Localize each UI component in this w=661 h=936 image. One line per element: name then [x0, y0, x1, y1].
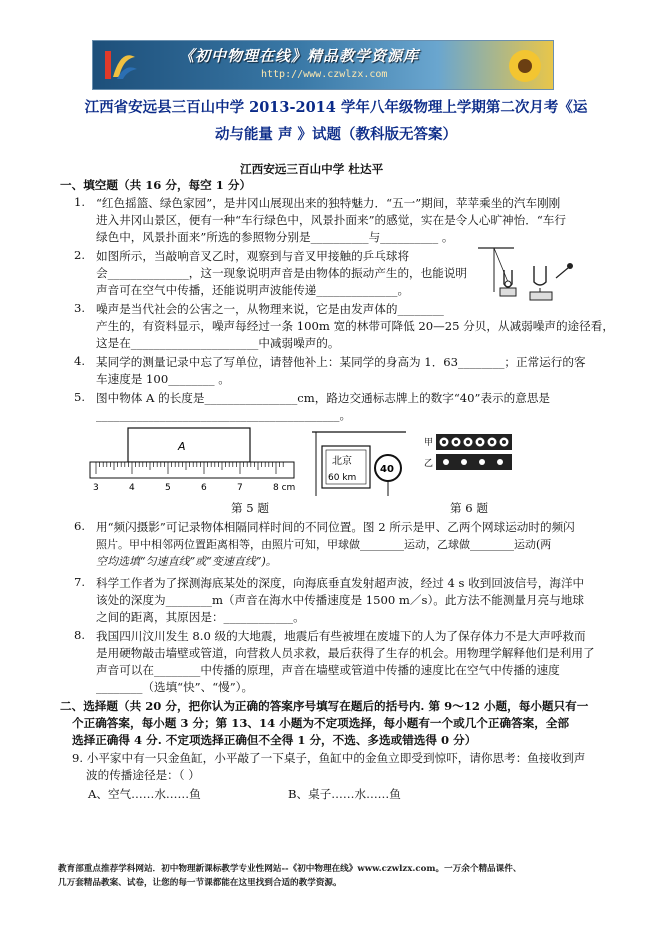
ball-yi [461, 459, 467, 465]
question-number: 3. [74, 301, 86, 315]
q1-line-2: 进入井冈山景区，便有一种“车行绿色中，风景扑面来”的感觉，实在是令人心旷神怡．“车行 [96, 213, 566, 227]
section-1-heading: 一、填空题（共 16 分，每空 1 分） [60, 178, 252, 192]
ruler-label: 5 [165, 483, 171, 493]
ball-yi [479, 459, 485, 465]
tuning-fork-figure [474, 244, 586, 304]
q1-line-3: 绿色中，风景扑面来”所选的参照物分别是__________与__________ 。 [96, 230, 454, 244]
banner-url: http://www.czwlzx.com [261, 69, 388, 80]
question-number: 1. [74, 195, 86, 209]
ball-yi [443, 459, 449, 465]
q9-option-a[interactable]: A、空气……水……鱼 [88, 787, 201, 801]
header-banner [92, 40, 554, 90]
object-a [128, 428, 250, 462]
footer-line-2: 几万套精品教案、试卷，让您的每一节课都能在这里找到合适的教学资源。 [58, 878, 342, 888]
ruler-label: 3 [93, 483, 99, 493]
q9-line-1: 9. 小平家中有一只金鱼缸，小平敲了一下桌子，鱼缸中的金鱼立即受到惊吓，请你思考：鱼接收到声 [72, 751, 586, 765]
document-title [60, 94, 612, 148]
ruler-label: 6 [201, 483, 207, 493]
q9-line-2: 波的传播途径是：（ ） [86, 768, 200, 782]
page-footer [58, 862, 618, 890]
ruler-label: 4 [129, 483, 135, 493]
q2-line-2: 会______________，这一现象说明声音是由物体的振动产生的，也能说明 [96, 266, 468, 280]
label-jia: 甲 [424, 438, 434, 448]
ball-jia-center [490, 440, 494, 444]
q1-line-1: “红色摇篮、绿色家园”，是井冈山展现出来的独特魅力．“五一”期间，苹苹乘坐的汽车刚刚 [96, 196, 561, 210]
q6-line-3: 空均选填“匀速直线”或“变速直线”)。 [96, 555, 277, 568]
q5-line-1: 图中物体 A 的长度是________________cm，路边交通标志牌上的数字“40”表示的意思是 [96, 391, 551, 405]
ball-yi [497, 459, 503, 465]
road-sign-figure [312, 428, 406, 498]
q8-line-2: 是用硬物敲击墙壁或管道，向营救人员求救，最后获得了生存的机会。用物理学解释他们是利用了 [96, 646, 595, 660]
q4-line-1: 某同学的测量记录中忘了写单位，请替他补上：某同学的身高为 1．63________；正常运行的客 [96, 355, 586, 369]
object-a-label: A [178, 440, 186, 453]
q9-option-b[interactable]: B、桌子……水……鱼 [288, 787, 401, 801]
site-logo-icon [103, 47, 139, 83]
q3-line-3: 这是在______________________中减弱噪声的。 [96, 336, 340, 350]
sign-speed-text: 40 [380, 464, 394, 475]
ruler-label: 7 [237, 483, 243, 493]
sunflower-icon [503, 47, 547, 85]
q8-line-3: 声音可以在________中传播的原理，声音在墙壁或管道中传播的速度比在空气中传播的速度 [96, 663, 560, 677]
question-number: 5. [74, 390, 86, 404]
sign-city-text: 北京 [332, 456, 352, 467]
ruler-label: 8 cm [273, 483, 296, 493]
ruler-figure [88, 424, 300, 496]
ball-jia-center [454, 440, 458, 444]
q5-line-2: __________________________________________。 [96, 408, 352, 422]
label-yi: 乙 [424, 459, 434, 469]
q3-line-1: 噪声是当代社会的公害之一，从物理来说，它是由发声体的________ [96, 302, 444, 316]
q4-line-2: 车速度是 100________ 。 [96, 372, 230, 386]
title-line-1: 江西省安远县三百山中学 2013-2014 学年八年级物理上学期第二次月考《运 [84, 99, 588, 116]
banner-title: 《初中物理在线》精品教学资源库 [179, 47, 420, 65]
section-2-heading-2: 个正确答案，每小题 3 分；第 13、14 小题为不定项选择，每小题有一个或几个正确答案，全部 [72, 716, 570, 730]
q8-line-4: ________（选填“快”、“慢”）。 [96, 680, 254, 694]
q3-line-2: 产生的，有资料显示，噪声每经过一条 100m 宽的林带可降低 20—25 分贝，从减弱噪声的途径看， [96, 319, 614, 333]
q7-line-3: 之间的距离，其原因是：____________。 [96, 610, 305, 624]
title-line-2: 动与能量 声 》试题（教科版无答案） [214, 126, 458, 143]
question-number: 8. [74, 628, 86, 642]
question-number: 7. [74, 575, 86, 589]
footer-line-1: 教育部重点推荐学科网站．初中物理新课标教学专业性网站--《初中物理在线》www.czwlzx.com。一万余个精品课件、 [58, 864, 522, 874]
question-number: 6. [74, 519, 86, 533]
ball-jia-center [466, 440, 470, 444]
q6-line-2: 照片。甲中相邻两位置距离相等，由照片可知，甲球做________运动，乙球做________运动(两 [96, 538, 552, 551]
q2-line-3: 声音可在空气中传播，还能说明声波能传递______________。 [96, 283, 410, 297]
section-2-heading-1: 二、选择题（共 20 分，把你认为正确的答案序号填写在题后的括号内. 第 9～12 小题，每小题只有一 [60, 699, 589, 713]
ball-jia-center [478, 440, 482, 444]
section-2-heading-3: 选择正确得 4 分. 不定项选择正确但不全得 1 分，不选、多选或错选得 0 分） [72, 733, 477, 747]
q7-line-2: 该处的深度为________m（声音在海水中传播速度是 1500 m／s）。此方法不能测量月亮与地球 [96, 593, 584, 607]
question-number: 4. [74, 354, 86, 368]
q7-line-1: 科学工作者为了探测海底某处的深度，向海底垂直发射超声波，经过 4 s 收到回波信号，海洋中 [96, 576, 585, 590]
strobe-photo-figure [424, 432, 514, 474]
question-number: 2. [74, 248, 86, 262]
sign-distance-text: 60 km [328, 473, 357, 483]
figure-6-caption: 第 6 题 [450, 501, 488, 515]
author-line: 江西安远三百山中学 杜达平 [240, 162, 384, 176]
q8-line-1: 我国四川汶川发生 8.0 级的大地震，地震后有些被埋在废墟下的人为了保存体力不是大声呼救而 [96, 629, 586, 643]
figure-5-caption: 第 5 题 [231, 501, 269, 515]
q6-line-1: 用“频闪摄影”可记录物体相隔同样时间的不同位置。图 2 所示是甲、乙两个网球运动时的频闪 [96, 520, 575, 534]
ball-jia-center [442, 440, 446, 444]
ball-jia-center [502, 440, 506, 444]
q2-line-1: 如图所示，当敲响音叉乙时，观察到与音叉甲接触的乒乓球将 [96, 249, 410, 263]
